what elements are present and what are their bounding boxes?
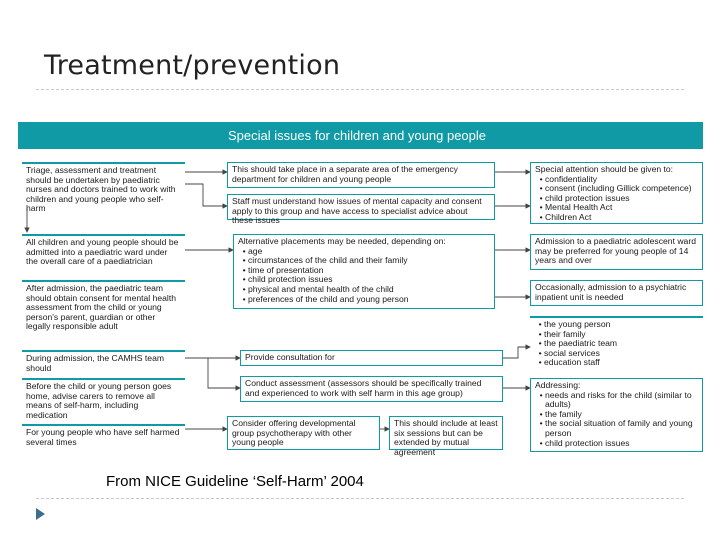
list-item: • child protection issues [545, 194, 698, 204]
alternative-placements-box [233, 234, 495, 309]
list-item: • preferences of the child and young person [248, 295, 490, 305]
separate-area-box: This should take place in a separate area of the emergency department for children and young people [227, 162, 495, 188]
flow-step: Before the child or young person goes home, advise carers to remove all means of self-harm, including medication [22, 378, 185, 412]
list-item: • education staff [544, 358, 699, 368]
arrow [185, 184, 227, 206]
list-item: • confidentiality [545, 175, 698, 185]
list-item: • needs and risks for the child (similar to adults) [545, 391, 698, 410]
flow-step: During admission, the CAMHS team should [22, 350, 185, 366]
source-caption: From NICE Guideline ‘Self-Harm’ 2004 [106, 473, 364, 490]
psychiatric-unit-box: Occasionally, admission to a psychiatric inpatient unit is needed [530, 280, 703, 306]
addressing-box [530, 378, 703, 452]
special-attention-heading: Special attention should be given to: [535, 164, 674, 174]
adolescent-ward-box: Admission to a paediatric adolescent ward may be preferred for young people of 14 years and over [530, 234, 703, 270]
special-attention-list [535, 175, 698, 223]
flow-step: For young people who have self harmed several times [22, 424, 185, 446]
list-item: • Children Act [545, 213, 698, 223]
sessions-box: This should include at least six sessions but can be extended by mutual agreement [389, 416, 503, 450]
list-item: • the family [545, 410, 698, 420]
triangle-bullet-icon [36, 508, 45, 520]
list-item: • time of presentation [248, 266, 490, 276]
staff-box: Staff must understand how issues of mental capacity and consent apply to this group and have access to specialist advice about these issues [227, 194, 495, 220]
flow-step: Triage, assessment and treatment should be undertaken by paediatric nurses and doctors trained to work with children and young people who self-harm [22, 162, 185, 206]
list-item: • physical and mental health of the child [248, 285, 490, 295]
list-item: • the paediatric team [544, 339, 699, 349]
list-item: • child protection issues [248, 275, 490, 285]
special-attention-box [530, 162, 703, 224]
alternative-placements-heading: Alternative placements may be needed, depending on: [238, 236, 446, 246]
list-item: • circumstances of the child and their family [248, 256, 490, 266]
list-item: • social services [544, 349, 699, 359]
list-item: • child protection issues [545, 439, 698, 449]
title-divider [36, 89, 684, 90]
bottom-divider [36, 498, 684, 499]
chart-banner-text: Special issues for children and young people [228, 128, 487, 143]
flow-step: All children and young people should be admitted into a paediatric ward under the overall care of a paediatrician [22, 234, 185, 270]
consultation-list-box [530, 316, 703, 368]
slide-title: Treatment/prevention [44, 50, 341, 81]
addressing-heading: Addressing: [535, 380, 581, 390]
list-item: • consent (including Gillick competence) [545, 184, 698, 194]
list-item: • their family [544, 330, 699, 340]
arrow [503, 347, 530, 358]
list-item: • the social situation of family and young person [545, 419, 698, 438]
arrow [208, 358, 240, 388]
list-item: • Mental Health Act [545, 203, 698, 213]
consultation-list [534, 320, 699, 368]
group-psychotherapy-box: Consider offering developmental group psychotherapy with other young people [227, 416, 380, 450]
addressing-list [535, 391, 698, 449]
flowchart [18, 122, 703, 457]
list-item: • the young person [544, 320, 699, 330]
consultation-box: Provide consultation for [240, 350, 503, 366]
list-item: • age [248, 247, 490, 257]
flow-step: After admission, the paediatric team should obtain consent for mental health assessment from the child or young person's parent, guardian or other legally responsible adult [22, 280, 185, 332]
alternative-placements-list [238, 247, 490, 305]
conduct-assessment-box: Conduct assessment (assessors should be specifically trained and experienced to work with self harm in this age group) [240, 376, 503, 402]
